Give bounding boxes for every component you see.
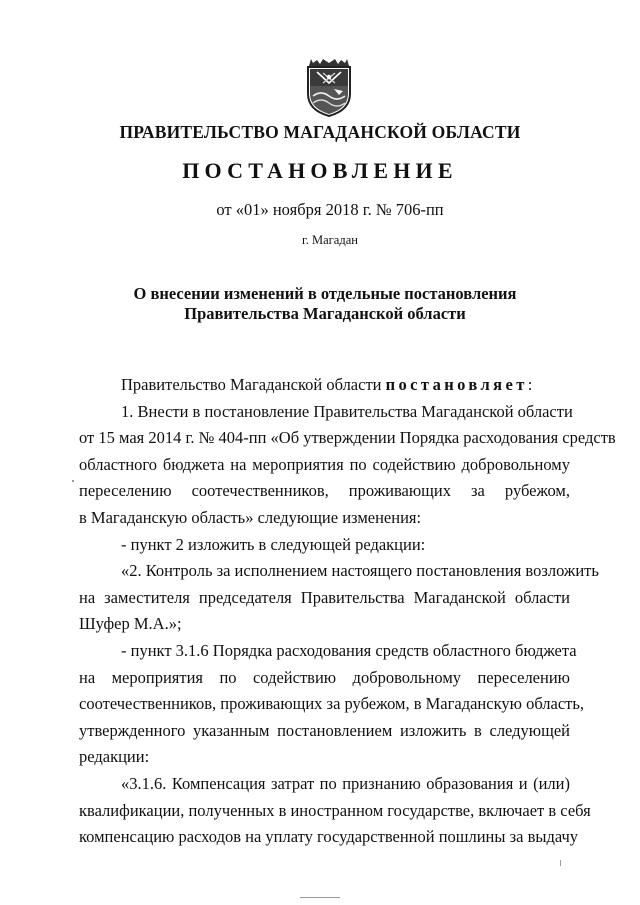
body-line: соотечественников, проживающих за рубежом, в Магаданскую область, xyxy=(79,694,585,714)
government-name: ПРАВИТЕЛЬСТВО МАГАДАНСКОЙ ОБЛАСТИ xyxy=(119,122,521,142)
document-date-number: от «01» ноября 2018 г. № 706-пп xyxy=(216,200,444,219)
coat-of-arms-icon xyxy=(303,56,355,118)
document-body xyxy=(79,372,616,851)
subject-line: Правительства Магаданской области xyxy=(184,304,466,323)
body-line: утвержденного указанным постановлением изложить в следующей xyxy=(79,720,570,740)
body-line: квалификации, полученных в иностранном государстве, включает в себя xyxy=(79,800,591,820)
body-line: в Магаданскую область» следующие изменения: xyxy=(79,507,422,527)
document-type: ПОСТАНОВЛЕНИЕ xyxy=(182,158,458,183)
body-line: «2. Контроль за исполнением настоящего постановления возложить xyxy=(121,561,599,581)
body-line: компенсацию расходов на уплату государственной пошлины за выдачу xyxy=(79,827,579,847)
body-line: переселению соотечественников, проживающих за рубежом, xyxy=(79,481,570,501)
body-line: на заместителя председателя Правительства Магаданской области xyxy=(79,587,570,607)
scan-speck xyxy=(300,897,340,898)
body-line: от 15 мая 2014 г. № 404-пп «Об утверждении Порядка расходования средств xyxy=(79,428,616,448)
intro-line: Правительство Магаданской области постановляет: xyxy=(121,375,533,394)
body-line: 1. Внести в постановление Правительства Магаданской области xyxy=(121,401,573,421)
body-line: на мероприятия по содействию добровольному переселению xyxy=(79,667,570,687)
body-line: - пункт 2 изложить в следующей редакции: xyxy=(121,534,426,554)
body-line: редакции: xyxy=(79,747,150,767)
document-subject xyxy=(5,284,640,324)
scan-speck xyxy=(72,480,74,482)
body-line: «3.1.6. Компенсация затрат по признанию образования и (или) xyxy=(121,773,570,793)
subject-line: О внесении изменений в отдельные постановления xyxy=(133,284,517,303)
body-line: областного бюджета на мероприятия по содействию добровольному xyxy=(79,454,570,474)
decree-verb: постановляет xyxy=(385,375,528,394)
scan-speck xyxy=(560,860,561,866)
body-line: Шуфер М.А.»; xyxy=(79,614,182,634)
body-line: - пункт 3.1.6 Порядка расходования средств областного бюджета xyxy=(121,640,577,660)
document-city: г. Магадан xyxy=(302,233,358,247)
